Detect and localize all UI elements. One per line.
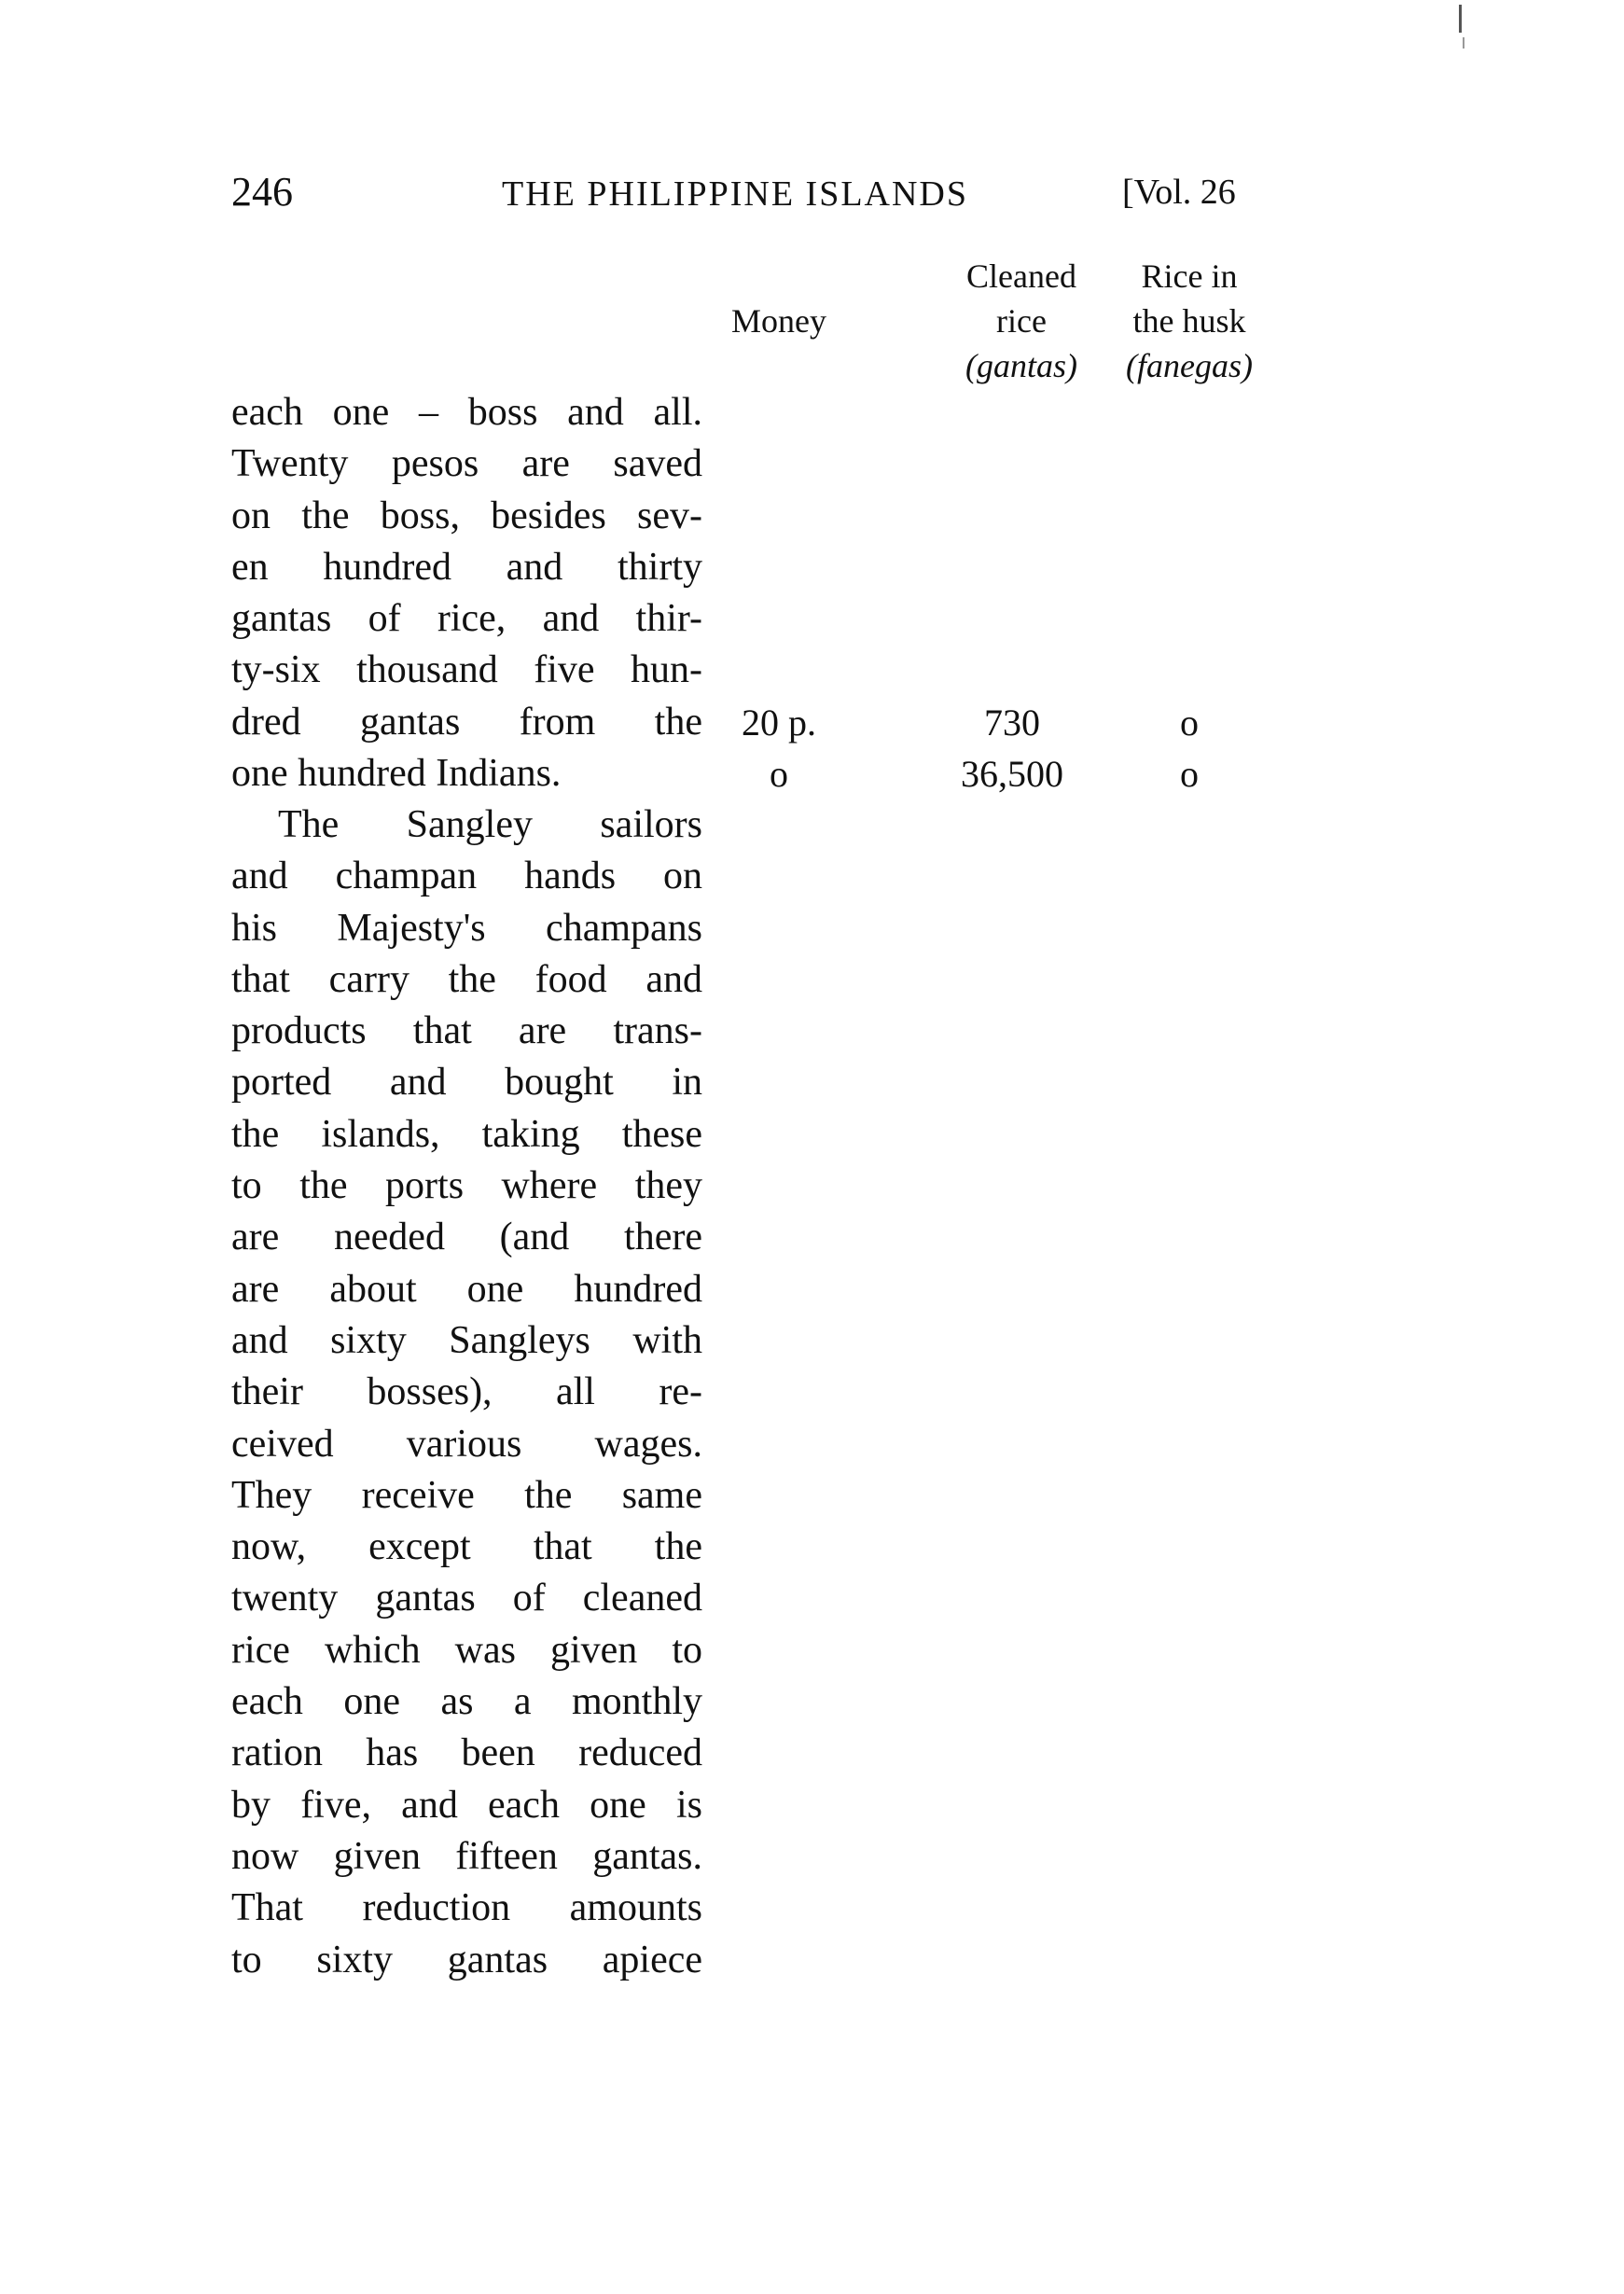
text-line: his Majesty's champans	[231, 906, 702, 950]
text-line: now, except that the	[231, 1525, 702, 1569]
column-header-unit: (fanegas)	[1126, 347, 1253, 384]
table-cell-cleaned-rice: 36,500	[961, 753, 1063, 795]
text-line: each one as a monthly	[231, 1680, 702, 1724]
text-line: They receive the same	[231, 1473, 702, 1517]
text-line: to sixty gantas apiece	[231, 1938, 702, 1981]
paragraph-2	[231, 799, 702, 1986]
column-header-line: Rice in	[1141, 257, 1238, 295]
text-line: that carry the food and	[231, 957, 702, 1001]
column-header-money	[709, 299, 849, 343]
text-line: dred gantas from the	[231, 700, 702, 744]
column-header-line: the husk	[1132, 302, 1246, 340]
text-line: ceived various wages.	[231, 1422, 702, 1466]
text-line: Twenty pesos are saved	[231, 442, 702, 486]
paragraph-1	[231, 387, 702, 799]
volume-label: [Vol. 26	[1122, 173, 1236, 212]
text-line: ported and bought in	[231, 1061, 702, 1105]
text-line: on the boss, besides sev-	[231, 494, 702, 537]
column-header-rice-in-husk	[1105, 254, 1273, 388]
column-header-line: Cleaned	[966, 257, 1076, 295]
text-line: now given fifteen gantas.	[231, 1834, 702, 1878]
text-line: one hundred Indians.	[231, 752, 562, 796]
text-line: rice which was given to	[231, 1628, 702, 1672]
table-cell-money: 20 p.	[742, 702, 816, 744]
text-line: are needed (and there	[231, 1216, 702, 1259]
text-line: The Sangley sailors	[278, 803, 702, 846]
text-line: their bosses), all re-	[231, 1370, 702, 1414]
text-line: to the ports where they	[231, 1164, 702, 1208]
text-line: the islands, taking these	[231, 1112, 702, 1156]
scan-speck	[1459, 5, 1462, 33]
text-line: twenty gantas of cleaned	[231, 1577, 702, 1620]
table-cell-rice-in-husk: o	[1180, 702, 1199, 744]
column-header-cleaned-rice	[933, 254, 1110, 388]
column-header-money-line: Money	[731, 302, 826, 340]
running-title: THE PHILIPPINE ISLANDS	[502, 174, 968, 214]
text-line: ration has been reduced	[231, 1731, 702, 1775]
text-line: gantas of rice, and thir-	[231, 597, 702, 641]
text-line: are about one hundred	[231, 1267, 702, 1311]
table-cell-rice-in-husk: o	[1180, 753, 1199, 795]
column-header-line: rice	[996, 302, 1047, 340]
table-cell-money: o	[770, 753, 788, 795]
text-line: en hundred and thirty	[231, 545, 702, 589]
table-cell-cleaned-rice: 730	[984, 702, 1040, 744]
text-line: each one – boss and all.	[231, 391, 702, 434]
column-header-unit: (gantas)	[965, 347, 1077, 384]
running-header	[231, 168, 1257, 224]
page-number: 246	[231, 169, 293, 215]
text-line: and sixty Sangleys with	[231, 1318, 702, 1362]
text-line: ty-six thousand five hun-	[231, 648, 702, 692]
text-line: products that are trans-	[231, 1009, 702, 1053]
scan-speck	[1463, 37, 1464, 49]
text-line: and champan hands on	[231, 855, 702, 898]
text-line: That reduction amounts	[231, 1886, 702, 1930]
text-line: by five, and each one is	[231, 1783, 702, 1827]
